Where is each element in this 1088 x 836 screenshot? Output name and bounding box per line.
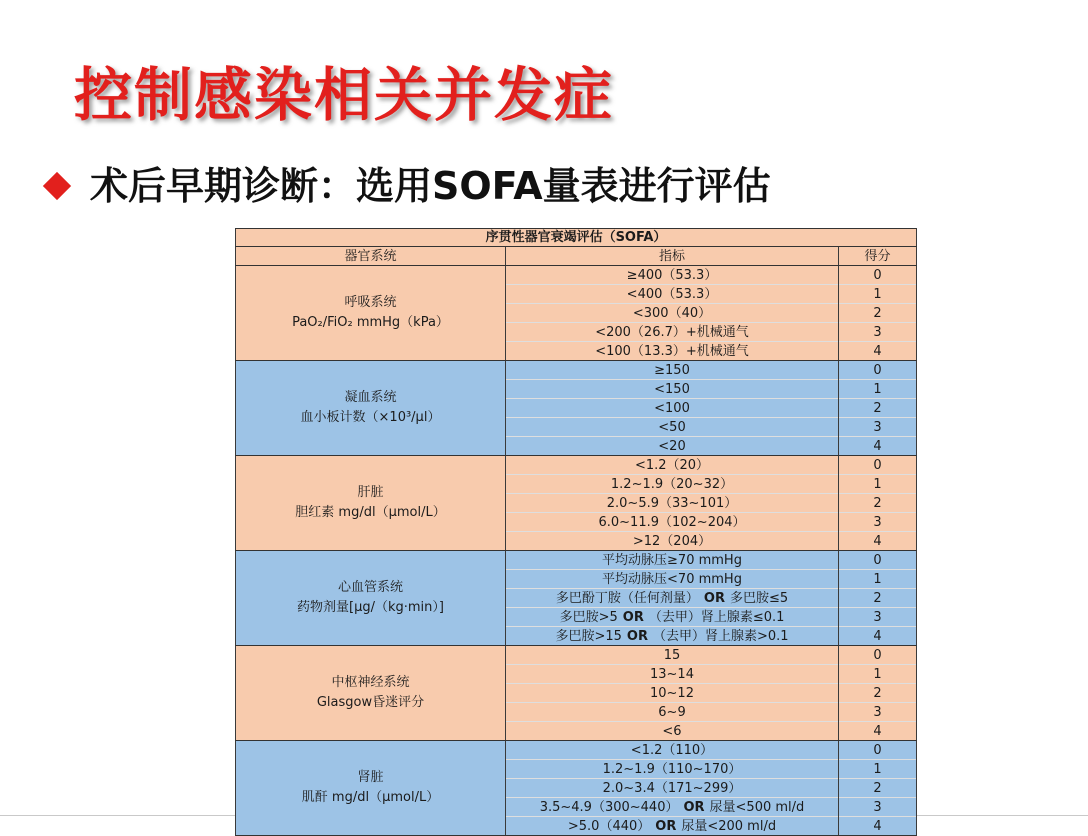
indicator-cell: 2.0~5.9（33~101） [506,494,839,513]
table-row [236,456,917,475]
score-cell: 3 [839,608,917,627]
organ-system-name: 呼吸系统 [344,295,397,310]
organ-system-name: 凝血系统 [344,390,397,405]
organ-system-cell [236,456,506,551]
organ-system-measure: PaO₂/FiO₂ mmHg（kPa） [292,315,449,330]
table-row [236,646,917,665]
indicator-cell: 2.0~3.4（171~299） [506,779,839,798]
indicator-text: 尿量<500 ml/d [709,799,805,815]
indicator-keyword: OR [703,590,725,606]
score-cell: 0 [839,361,917,380]
header-organ: 器官系统 [236,247,506,266]
organ-system-cell [236,646,506,741]
indicator-keyword: OR [655,818,677,834]
indicator-cell: 1.2~1.9（20~32） [506,475,839,494]
indicator-cell: 1.2~1.9（110~170） [506,760,839,779]
sofa-table [235,228,917,836]
score-cell: 2 [839,684,917,703]
organ-system-cell [236,266,506,361]
score-cell: 2 [839,494,917,513]
indicator-cell: 15 [506,646,839,665]
indicator-text: 多巴胺≤5 [729,590,789,606]
score-cell: 2 [839,779,917,798]
indicator-cell: <200（26.7）+机械通气 [506,323,839,342]
score-cell: 1 [839,760,917,779]
organ-system-name: 肾脏 [357,770,384,785]
indicator-cell: 6~9 [506,703,839,722]
indicator-keyword: OR [626,628,648,644]
header-indicator: 指标 [506,247,839,266]
organ-system-measure: 肌酐 mg/dl（μmol/L） [301,790,440,805]
score-cell: 2 [839,589,917,608]
indicator-cell: <400（53.3） [506,285,839,304]
score-cell: 1 [839,665,917,684]
indicator-text: 多巴胺>5 [559,609,618,625]
score-cell: 3 [839,323,917,342]
indicator-cell: <100 [506,399,839,418]
table-row [236,741,917,760]
indicator-text: 多巴酚丁胺（任何剂量） [555,590,699,606]
score-cell: 0 [839,266,917,285]
indicator-text: >5.0（440） [567,818,651,834]
indicator-text: （去甲）肾上腺素>0.1 [652,628,789,644]
diamond-bullet-icon [43,172,71,200]
indicator-cell: <100（13.3）+机械通气 [506,342,839,361]
score-cell: 4 [839,342,917,361]
table-row [236,266,917,285]
score-cell: 4 [839,627,917,646]
indicator-keyword: OR [683,799,705,815]
indicator-cell: 6.0~11.9（102~204） [506,513,839,532]
organ-system-cell [236,551,506,646]
indicator-cell: 13~14 [506,665,839,684]
indicator-cell: <20 [506,437,839,456]
score-cell: 1 [839,285,917,304]
bullet-text: 术后早期诊断：选用SOFA量表进行评估 [90,164,771,208]
score-cell: 4 [839,437,917,456]
score-cell: 0 [839,456,917,475]
score-cell: 3 [839,703,917,722]
organ-system-name: 心血管系统 [337,580,403,595]
score-cell: 3 [839,418,917,437]
indicator-cell [506,627,839,646]
organ-system-name: 肝脏 [357,485,384,500]
score-cell: 2 [839,399,917,418]
indicator-text: 尿量<200 ml/d [681,818,777,834]
table-caption: 序贯性器官衰竭评估（SOFA） [236,229,917,247]
organ-system-measure: 药物剂量[μg/（kg·min）] [297,600,444,615]
score-cell: 2 [839,304,917,323]
indicator-cell: <150 [506,380,839,399]
score-cell: 3 [839,513,917,532]
indicator-cell [506,608,839,627]
indicator-cell: 平均动脉压<70 mmHg [506,570,839,589]
organ-system-cell [236,741,506,836]
indicator-cell: <6 [506,722,839,741]
score-cell: 4 [839,817,917,836]
score-cell: 4 [839,722,917,741]
organ-system-measure: Glasgow昏迷评分 [316,695,425,710]
score-cell: 3 [839,798,917,817]
score-cell: 4 [839,532,917,551]
indicator-cell [506,798,839,817]
indicator-cell: <50 [506,418,839,437]
indicator-cell: <1.2（110） [506,741,839,760]
indicator-text: 多巴胺>15 [555,628,622,644]
indicator-cell: <300（40） [506,304,839,323]
indicator-cell: ≥400（53.3） [506,266,839,285]
indicator-cell: 平均动脉压≥70 mmHg [506,551,839,570]
table-caption-row [236,229,917,247]
table-row [236,361,917,380]
table-header-row [236,247,917,266]
score-cell: 1 [839,570,917,589]
organ-system-measure: 血小板计数（×10³/μl） [300,410,441,425]
organ-system-cell [236,361,506,456]
indicator-cell: <1.2（20） [506,456,839,475]
slide-title: 控制感染相关并发症 [74,61,615,129]
organ-system-measure: 胆红素 mg/dl（μmol/L） [295,505,446,520]
score-cell: 1 [839,380,917,399]
organ-system-name: 中枢神经系统 [331,675,410,690]
score-cell: 0 [839,551,917,570]
indicator-text: 3.5~4.9（300~440） [539,799,679,815]
table-row [236,551,917,570]
indicator-cell [506,817,839,836]
header-score: 得分 [839,247,917,266]
indicator-keyword: OR [622,609,644,625]
indicator-cell [506,589,839,608]
score-cell: 0 [839,741,917,760]
indicator-cell: >12（204） [506,532,839,551]
sofa-table-body [236,266,917,836]
indicator-cell: ≥150 [506,361,839,380]
indicator-cell: 10~12 [506,684,839,703]
score-cell: 0 [839,646,917,665]
score-cell: 1 [839,475,917,494]
indicator-text: （去甲）肾上腺素≤0.1 [648,609,785,625]
